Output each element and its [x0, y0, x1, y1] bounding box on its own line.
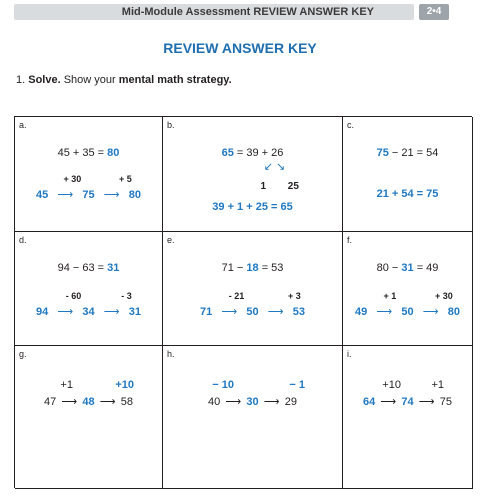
- cell-c: [343, 117, 473, 232]
- cell-label: c.: [347, 120, 355, 130]
- split-part-1: 1: [260, 181, 267, 192]
- step-number-3: 53: [292, 306, 305, 318]
- cell-f: [343, 232, 473, 346]
- answer: 80: [107, 147, 120, 159]
- equation-left: 94 − 63 =: [57, 262, 105, 274]
- step-op-1: − 10: [212, 379, 234, 391]
- cell-label: b.: [167, 120, 175, 130]
- step-op-1: - 21: [228, 291, 245, 301]
- number-line: [163, 305, 342, 318]
- answer: 31: [401, 262, 414, 274]
- arrow-right-icon: ⟶: [225, 396, 242, 408]
- step-number-1: 40: [208, 396, 221, 408]
- step-op-2: − 1: [289, 379, 306, 391]
- answer: 31: [107, 262, 120, 274]
- operations: [15, 379, 162, 391]
- equation-left: 71 −: [221, 262, 244, 274]
- arrow-right-icon: ⟶: [57, 306, 74, 318]
- step-op-1: - 60: [65, 291, 82, 301]
- number-line: [15, 305, 162, 318]
- arrow-right-icon: ⟶: [422, 306, 439, 318]
- step-op-1: + 30: [63, 174, 82, 184]
- equation-right: = 53: [261, 262, 284, 274]
- operations: [343, 291, 472, 301]
- step-number-1: 47: [44, 396, 57, 408]
- answer: 18: [246, 262, 259, 274]
- step-op-1: +1: [60, 379, 73, 391]
- arrow-right-icon: ⟶: [103, 189, 120, 201]
- equation-left: 45 + 35 =: [57, 147, 105, 159]
- arrow-right-icon: ⟶: [99, 396, 116, 408]
- question-number: 1.: [16, 74, 26, 86]
- answer: 65: [221, 147, 234, 159]
- equation-right: = 49: [416, 262, 439, 274]
- split-parts: [163, 181, 342, 192]
- step-op-2: - 3: [121, 291, 132, 301]
- step-number-3: 75: [439, 396, 452, 408]
- step-op-2: +10: [115, 379, 135, 391]
- number-line: [163, 395, 342, 408]
- step-number-1: 64: [363, 396, 376, 408]
- number-line: [343, 305, 472, 318]
- equation-right: = 39 + 26: [236, 147, 284, 159]
- number-line: [15, 188, 162, 201]
- step-number-1: 94: [36, 306, 49, 318]
- cell-b: [163, 117, 343, 232]
- arrow-right-icon: ⟶: [221, 306, 238, 318]
- equation: [15, 147, 162, 159]
- operations: [163, 291, 342, 301]
- cell-d: [15, 232, 163, 346]
- step-number-3: 29: [284, 396, 297, 408]
- cell-a: [15, 117, 163, 232]
- question-prompt: [16, 74, 232, 86]
- step-number-1: 45: [36, 189, 49, 201]
- step-number-2: 50: [401, 306, 414, 318]
- arrow-right-icon: ⟶: [267, 306, 284, 318]
- step-number-2: 48: [82, 396, 95, 408]
- split-arrows: [163, 160, 342, 173]
- equation: [163, 147, 342, 159]
- equation-left: 80 −: [376, 262, 399, 274]
- question-solve: Solve.: [28, 74, 61, 86]
- step-op-1: +10: [382, 379, 401, 391]
- number-line: [15, 395, 162, 408]
- number-line: [343, 395, 472, 408]
- module-badge: 2•4: [419, 4, 449, 20]
- arrow-down-left-icon: ↙: [263, 161, 273, 173]
- step-op-2: + 5: [118, 174, 132, 184]
- cell-g: [15, 346, 163, 489]
- split-part-2: 25: [287, 181, 299, 192]
- arrow-right-icon: ⟶: [103, 306, 120, 318]
- question-show: Show your: [63, 74, 116, 86]
- arrow-right-icon: ⟶: [376, 306, 393, 318]
- cell-label: g.: [19, 349, 27, 359]
- cell-i: [343, 346, 473, 489]
- cell-h: [163, 346, 343, 489]
- result-equation: 21 + 54 = 75: [376, 188, 439, 200]
- operations: [15, 291, 162, 301]
- arrow-right-icon: ⟶: [263, 396, 280, 408]
- arrow-down-right-icon: ↘: [276, 161, 286, 173]
- cell-label: a.: [19, 120, 27, 130]
- equation: [15, 262, 162, 274]
- arrow-right-icon: ⟶: [418, 396, 435, 408]
- step-number-3: 80: [447, 306, 460, 318]
- step-number-2: 74: [401, 396, 414, 408]
- cell-label: f.: [347, 235, 353, 245]
- step-op-2: +1: [431, 379, 445, 391]
- operations: [15, 174, 162, 184]
- question-strategy: mental math strategy.: [118, 74, 232, 86]
- answer-grid: [14, 116, 472, 488]
- operations: [163, 379, 342, 391]
- page-title: REVIEW ANSWER KEY: [163, 40, 317, 56]
- arrow-right-icon: ⟶: [380, 396, 397, 408]
- step-op-1: + 1: [383, 291, 397, 301]
- cell-label: h.: [167, 349, 175, 359]
- step-number-1: 49: [355, 306, 368, 318]
- arrow-right-icon: ⟶: [61, 396, 78, 408]
- equation: [343, 147, 472, 159]
- step-number-1: 71: [200, 306, 213, 318]
- arrow-right-icon: ⟶: [57, 189, 74, 201]
- cell-label: d.: [19, 235, 27, 245]
- cell-e: [163, 232, 343, 346]
- result-equation: 39 + 1 + 25 = 65: [212, 201, 293, 213]
- cell-label: e.: [167, 235, 175, 245]
- step-number-3: 31: [128, 306, 141, 318]
- step-number-2: 50: [246, 306, 259, 318]
- step-number-3: 80: [128, 189, 141, 201]
- equation-right: − 21 = 54: [391, 147, 439, 159]
- header-title: Mid-Module Assessment REVIEW ANSWER KEY: [121, 6, 374, 18]
- operations: [343, 379, 472, 391]
- step-number-2: 34: [82, 306, 95, 318]
- step-number-2: 30: [246, 396, 259, 408]
- step-op-2: + 3: [287, 291, 301, 301]
- equation: [163, 262, 342, 274]
- step-number-2: 75: [82, 189, 95, 201]
- answer: 75: [376, 147, 389, 159]
- step-op-2: + 30: [434, 291, 453, 301]
- equation: [343, 262, 472, 274]
- cell-label: i.: [347, 349, 352, 359]
- step-number-3: 58: [120, 396, 133, 408]
